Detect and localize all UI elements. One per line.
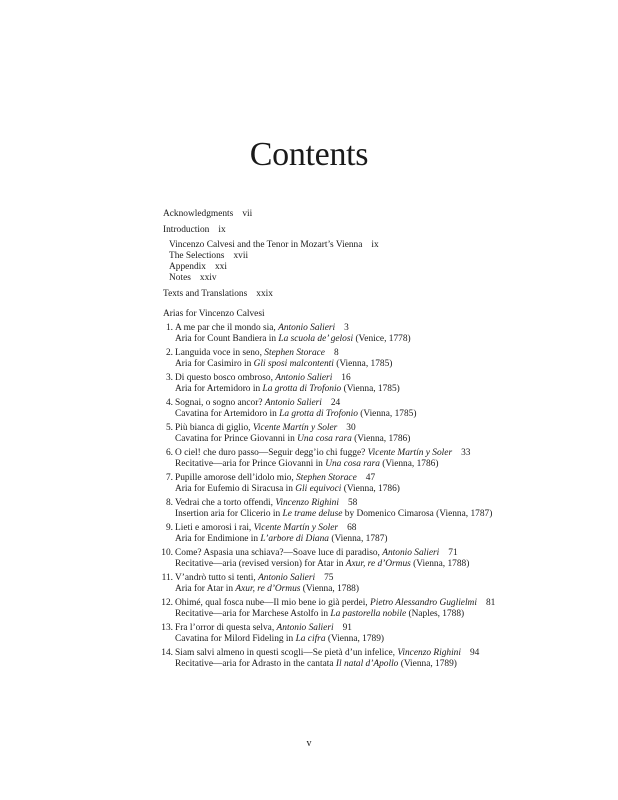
arias-section-heading: Arias for Vincenzo Calvesi (163, 309, 265, 319)
aria-composer: Antonio Salieri (382, 548, 440, 558)
aria-composer: Vicente Martín y Soler (253, 523, 339, 533)
aria-number: 2. (165, 348, 173, 358)
toc-entry-label: Appendix (169, 262, 206, 272)
aria-role: Aria for Count Bandiera in (175, 334, 277, 344)
aria-description-line (175, 384, 593, 395)
aria-title-line (175, 523, 593, 534)
aria-entry[interactable] (163, 448, 593, 470)
aria-page: 47 (365, 473, 376, 483)
aria-composer: Antonio Salieri (276, 623, 334, 633)
aria-role: Aria for Endimione in (175, 534, 259, 544)
aria-page: 58 (347, 498, 358, 508)
toc-subentry[interactable] (163, 251, 593, 262)
aria-entry[interactable] (163, 573, 593, 595)
toc-entry-page: xxiv (199, 273, 217, 283)
aria-composer: Vincenzo Righini (275, 498, 339, 508)
page-folio: v (306, 738, 312, 749)
aria-work: L’arbore di Diana (260, 534, 329, 544)
aria-title-line (175, 498, 593, 509)
aria-description-line (175, 634, 593, 645)
aria-work: Axur, re d’Ormus (235, 584, 301, 594)
aria-title-line (175, 423, 593, 434)
aria-title: Siam salvi almeno in questi scogli—Se pietà d’un infelice, (175, 648, 396, 658)
aria-number: 10. (161, 548, 173, 558)
aria-premiere: (Vienna, 1787) (331, 534, 388, 544)
aria-title: Come? Aspasia una schiava?—Soave luce di paradiso, (175, 548, 380, 558)
aria-description-line (175, 409, 593, 420)
aria-page: 94 (469, 648, 480, 658)
aria-entry[interactable] (163, 423, 593, 445)
toc-subentry[interactable] (163, 262, 593, 273)
aria-title-line (175, 398, 593, 409)
aria-number: 12. (161, 598, 173, 608)
toc-entry-label: Texts and Translations (163, 289, 248, 299)
aria-title-line (175, 573, 593, 584)
aria-role: Aria for Casimiro in (175, 359, 252, 369)
aria-description-line (175, 434, 593, 445)
aria-work: Una cosa rara (297, 434, 352, 444)
aria-composer: Antonio Salieri (278, 323, 336, 333)
aria-work: Il natal d’Apollo (335, 659, 399, 669)
aria-number: 7. (165, 473, 173, 483)
aria-title: Sognai, o sogno ancor? (175, 398, 263, 408)
aria-role: Cavatina for Artemidoro in (175, 409, 277, 419)
aria-premiere: (Naples, 1788) (408, 609, 465, 619)
toc-entry-label: Acknowledgments (163, 209, 234, 219)
aria-work: La scuola de’ gelosi (278, 334, 354, 344)
aria-title-line (175, 473, 593, 484)
aria-premiere: (Vienna, 1786) (382, 459, 439, 469)
aria-title-line (175, 623, 593, 634)
aria-description-line (175, 459, 593, 470)
aria-title: Di questo bosco ombroso, (175, 373, 273, 383)
aria-number: 5. (165, 423, 173, 433)
aria-entry[interactable] (163, 473, 593, 495)
aria-premiere: (Vienna, 1788) (302, 584, 359, 594)
aria-title: Fra l’orror di questa selva, (175, 623, 275, 633)
aria-description-line (175, 509, 593, 520)
page-title: Contents (249, 136, 369, 173)
aria-role: Insertion aria for Clicerio in (175, 509, 281, 519)
aria-work: Una cosa rara (325, 459, 380, 469)
aria-description-line (175, 609, 593, 620)
aria-page: 24 (330, 398, 341, 408)
aria-premiere: (Vienna, 1785) (336, 359, 393, 369)
aria-premiere: (Vienna, 1786) (343, 484, 400, 494)
aria-page: 71 (448, 548, 458, 558)
aria-list (163, 323, 593, 670)
aria-entry[interactable] (163, 323, 593, 345)
aria-role: Cavatina for Prince Giovanni in (175, 434, 295, 444)
aria-description-line (175, 334, 593, 345)
aria-number: 9. (165, 523, 173, 533)
aria-title: Ohimé, qual fosca nube—Il mio bene io già perdei, (175, 598, 368, 608)
toc-entry-label: Notes (169, 273, 191, 283)
aria-composer: Antonio Salieri (258, 573, 316, 583)
aria-page: 8 (333, 348, 339, 358)
aria-page: 3 (344, 323, 349, 333)
toc-entry-page: xxi (214, 262, 227, 272)
aria-entry[interactable] (163, 548, 593, 570)
aria-work: Gli equivoci (295, 484, 342, 494)
aria-title-line (175, 648, 593, 659)
aria-premiere: (Vienna, 1789) (327, 634, 385, 644)
aria-role: Aria for Eufemio di Siracusa in (175, 484, 293, 494)
aria-composer: Pietro Alessandro Guglielmi (370, 598, 477, 608)
aria-title-line (175, 448, 593, 459)
aria-work: La grotta di Trofonio (262, 384, 342, 394)
toc-entry-page: ix (371, 240, 379, 250)
aria-page: 75 (324, 573, 334, 583)
toc-entry-page: ix (218, 225, 226, 235)
aria-title: Vedrai che a torto offendi, (175, 498, 273, 508)
aria-title-line (175, 323, 593, 334)
aria-page: 91 (342, 623, 352, 633)
aria-work: La cifra (295, 634, 326, 644)
aria-title: Lieti e amorosi i rai, (175, 523, 252, 533)
aria-entry[interactable] (163, 398, 593, 420)
aria-role: Aria for Artemidoro in (175, 384, 261, 394)
aria-page: 81 (485, 598, 496, 608)
aria-work: Axur, re d’Ormus (345, 559, 411, 569)
aria-description-line (175, 584, 593, 595)
aria-entry[interactable] (163, 648, 593, 670)
toc-entry-label: Vincenzo Calvesi and the Tenor in Mozart’s Vienna (169, 240, 363, 250)
aria-description-line (175, 534, 593, 545)
toc-subentry[interactable] (163, 240, 593, 251)
aria-entry[interactable] (163, 498, 593, 520)
aria-premiere: (Vienna, 1785) (360, 409, 417, 419)
aria-premiere: (Vienna, 1786) (354, 434, 411, 444)
aria-title-line (175, 348, 593, 359)
aria-role: Cavatina for Milord Fideling in (175, 634, 294, 644)
aria-work: Le trame deluse (282, 509, 343, 519)
aria-number: 4. (165, 398, 173, 408)
aria-premiere: (Venice, 1778) (355, 334, 411, 344)
aria-page: 30 (346, 423, 356, 433)
aria-role: Recitative—aria (revised version) for Atar in (175, 559, 344, 569)
toc-subentry[interactable] (163, 273, 593, 284)
aria-title: V’andrò tutto si tenti, (175, 573, 256, 583)
aria-title: Pupille amorose dell’idolo mio, (175, 473, 294, 483)
aria-entry[interactable] (163, 598, 593, 620)
aria-composer: Stephen Storace (264, 348, 325, 358)
toc-entry-introduction[interactable] (163, 225, 593, 236)
toc-entry-label: The Selections (169, 251, 225, 261)
aria-work: La grotta di Trofonio (279, 409, 358, 419)
aria-page: 33 (461, 448, 471, 458)
aria-role: Recitative—aria for Prince Giovanni in (175, 459, 323, 469)
aria-composer: Vincenzo Righini (397, 648, 461, 658)
aria-title: A me par che il mondo sia, (175, 323, 276, 333)
aria-description-line (175, 659, 593, 670)
aria-role: Aria for Atar in (175, 584, 234, 594)
aria-number: 1. (165, 323, 173, 333)
aria-number: 8. (165, 498, 173, 508)
aria-title-line (175, 373, 593, 384)
aria-premiere: (Vienna, 1788) (413, 559, 470, 569)
aria-number: 11. (161, 573, 173, 583)
intro-subsections (163, 240, 593, 284)
table-of-contents (163, 209, 593, 670)
aria-premiere: (Vienna, 1785) (343, 384, 400, 394)
aria-number: 14. (161, 648, 173, 658)
aria-role: Recitative—aria for Adrasto in the cantata (175, 659, 334, 669)
aria-entry[interactable] (163, 523, 593, 545)
toc-entry-acknowledgments[interactable] (163, 209, 593, 220)
aria-number: 3. (165, 373, 173, 383)
aria-role: Recitative—aria for Marchese Astolfo in (175, 609, 329, 619)
aria-premiere: (Vienna, 1789) (400, 659, 457, 669)
aria-work: Gli sposi malcontenti (253, 359, 334, 369)
toc-entry-page: xxix (256, 289, 273, 299)
aria-number: 6. (165, 448, 173, 458)
aria-title-line (175, 548, 593, 559)
aria-composer: Vicente Martín y Soler (252, 423, 338, 433)
aria-number: 13. (161, 623, 173, 633)
toc-entry-texts-translations[interactable] (163, 289, 593, 300)
aria-page: 68 (347, 523, 357, 533)
toc-entry-page: xvii (233, 251, 249, 261)
aria-title: Languida voce in seno, (175, 348, 262, 358)
aria-composer: Stephen Storace (296, 473, 357, 483)
aria-title-line (175, 598, 593, 609)
aria-work: La pastorella nobile (330, 609, 407, 619)
aria-description-line (175, 359, 593, 370)
aria-page: 16 (341, 373, 351, 383)
aria-composer: Antonio Salieri (275, 373, 333, 383)
toc-entry-label: Introduction (163, 225, 210, 235)
aria-composer: Vicente Martín y Soler (367, 448, 453, 458)
aria-entry[interactable] (163, 373, 593, 395)
aria-title: Più bianca di giglio, (175, 423, 251, 433)
aria-premiere: by Domenico Cimarosa (Vienna, 1787) (344, 509, 493, 519)
aria-description-line (175, 484, 593, 495)
aria-composer: Antonio Salieri (264, 398, 322, 408)
aria-title: O ciel! che duro passo—Seguir degg’io chi fugge? (175, 448, 366, 458)
aria-description-line (175, 559, 593, 570)
toc-entry-page: vii (242, 209, 253, 219)
aria-entry[interactable] (163, 623, 593, 645)
aria-entry[interactable] (163, 348, 593, 370)
